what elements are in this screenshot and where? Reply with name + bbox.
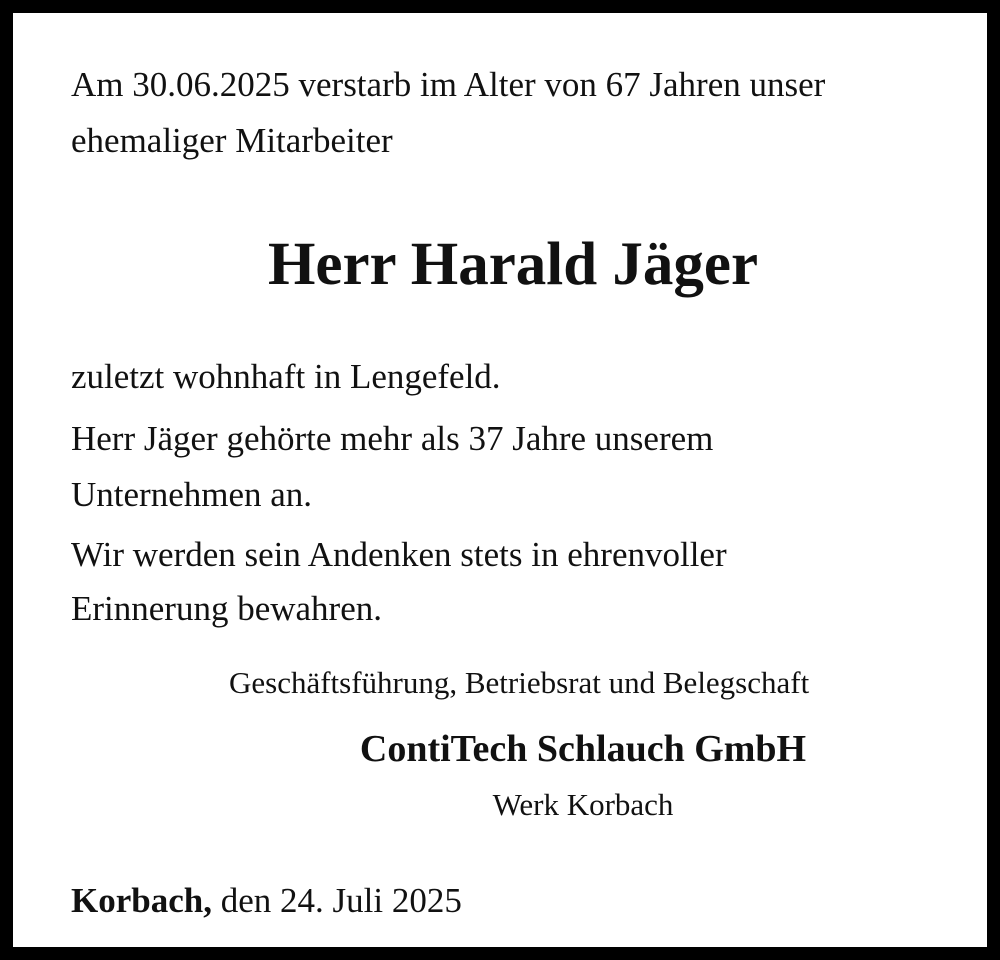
dateline	[71, 875, 462, 927]
intro-line-2: ehemaliger Mitarbeiter	[71, 121, 393, 160]
tenure-line-2: Unternehmen an.	[71, 475, 313, 514]
residence-line: zuletzt wohnhaft in Lengefeld.	[71, 357, 501, 396]
company-name: ContiTech Schlauch GmbH	[359, 728, 807, 770]
dateline-place: Korbach,	[71, 881, 212, 920]
memory-line-1: Wir werden sein Andenken stets in ehrenvoller	[71, 535, 727, 574]
plant-name: Werk Korbach	[492, 787, 674, 822]
memory-line-2: Erinnerung bewahren.	[71, 589, 382, 628]
tenure-line-1: Herr Jäger gehörte mehr als 37 Jahre unserem	[71, 419, 714, 458]
intro-line-1: Am 30.06.2025 verstarb im Alter von 67 Jahren unser	[71, 65, 826, 104]
dateline-date: den 24. Juli 2025	[220, 881, 462, 920]
deceased-name: Herr Harald Jäger	[267, 231, 759, 298]
signers-line: Geschäftsführung, Betriebsrat und Belegschaft	[229, 665, 810, 700]
